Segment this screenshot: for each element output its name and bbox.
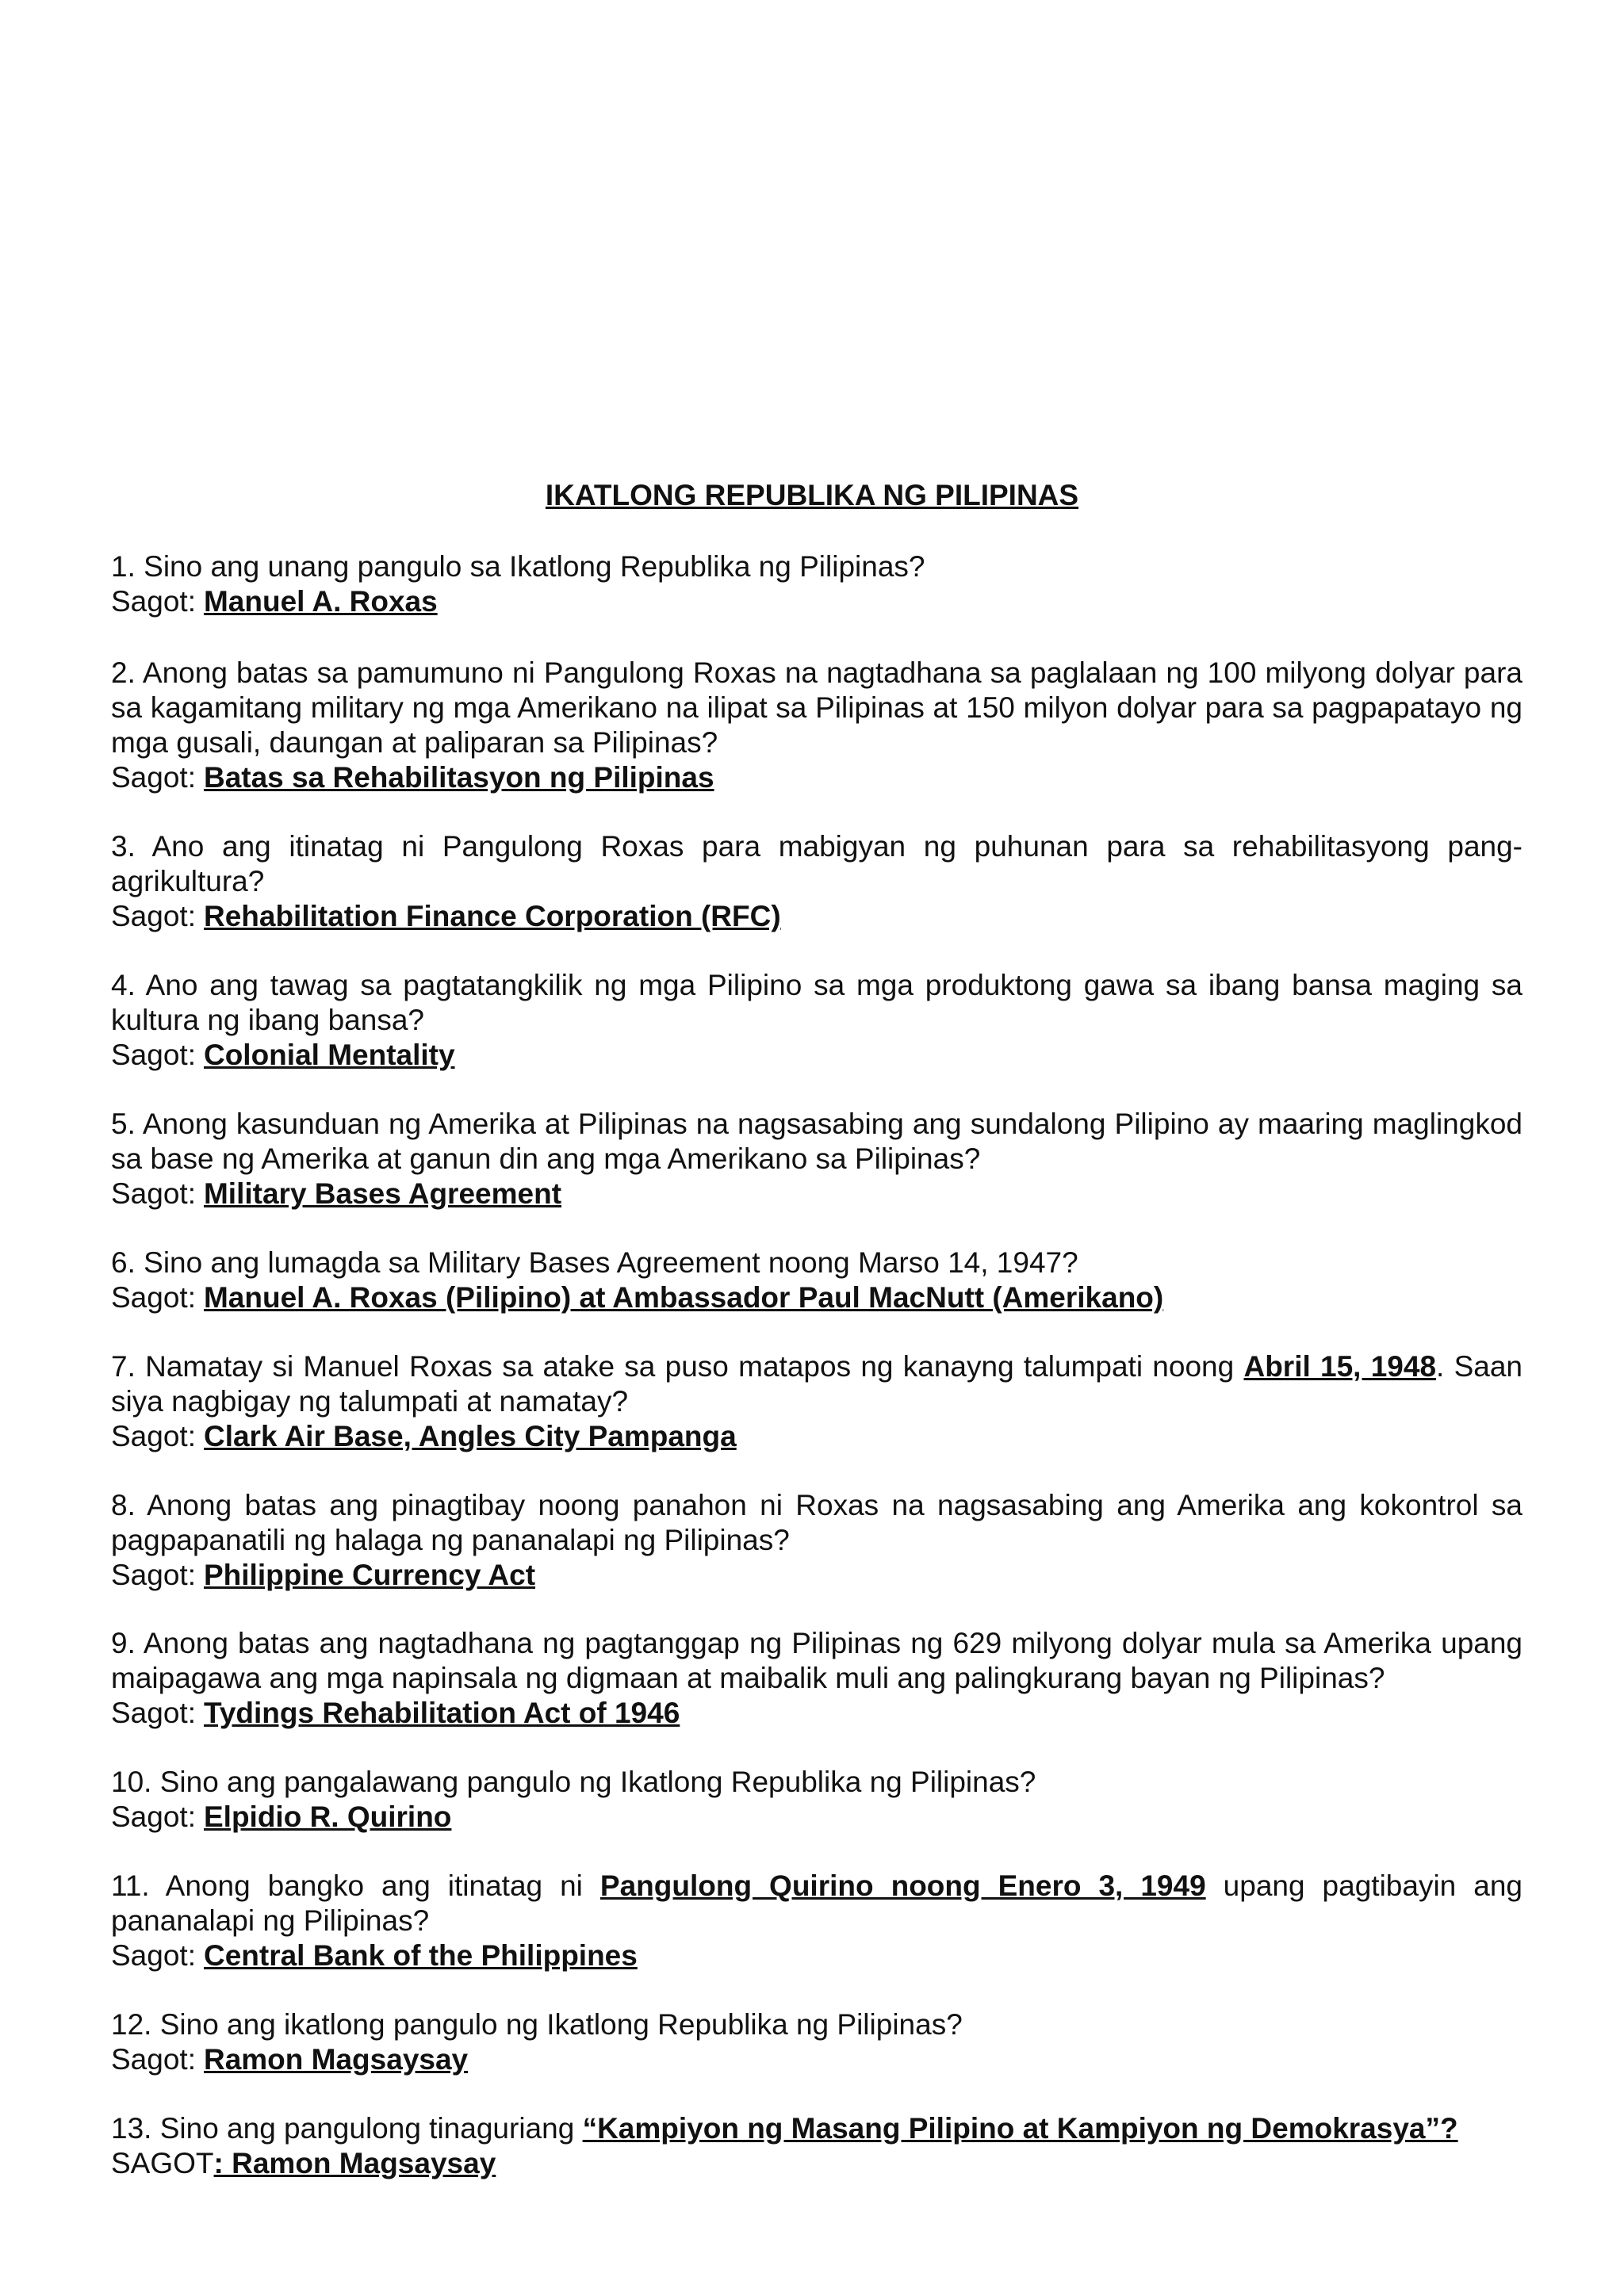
question-text: 3. Ano ang itinatag ni Pangulong Roxas para mabigyan ng puhunan para sa rehabilitasyong pang-agrikultura? (111, 830, 1522, 897)
qa-item-8 (111, 1488, 1522, 1593)
question-highlight: Abril 15, 1948 (1243, 1350, 1437, 1383)
question-highlight: “Kampiyon ng Masang Pilipino at Kampiyon ng Demokrasya”? (582, 2112, 1458, 2145)
question-text (111, 1349, 1522, 1419)
qa-item-6 (111, 1246, 1522, 1315)
answer-text: Central Bank of the Philippines (203, 1939, 638, 1972)
question-text: 2. Anong batas sa pamumuno ni Pangulong Roxas na nagtadhana sa paglalaan ng 100 milyong dolyar para sa kagamitang military ng mga Amerikano na ilipat sa Pilipinas at 150 milyon dolyar para sa pagpapatayo ng mga gusali, daungan at paliparan sa Pilipinas? (111, 656, 1522, 759)
qa-item-1 (111, 549, 1522, 619)
page-title: IKATLONG REPUBLIKA NG PILIPINAS (545, 479, 1079, 511)
answer-line (111, 1938, 1522, 1973)
answer-line (111, 1177, 1522, 1211)
question-text: 6. Sino ang lumagda sa Military Bases Agreement noong Marso 14, 1947? (111, 1246, 1078, 1279)
answer-line (111, 1038, 1522, 1073)
answer-text: Ramon Magsaysay (203, 2043, 469, 2076)
answer-text: Elpidio R. Quirino (203, 1800, 452, 1833)
qa-item-9 (111, 1626, 1522, 1731)
question-text: 8. Anong batas ang pinagtibay noong panahon ni Roxas na nagsasabing ang Amerika ang kokontrol sa pagpapanatili ng halaga ng pananalapi ng Pilipinas? (111, 1489, 1522, 1556)
qa-item-10 (111, 1765, 1522, 1835)
answer-line (111, 1280, 1522, 1315)
answer-prefix: Sagot: (111, 1697, 196, 1729)
qa-item-11 (111, 1869, 1522, 1973)
answer-line (111, 2146, 1522, 2181)
qa-item-3 (111, 829, 1522, 934)
answer-line (111, 760, 1522, 795)
question-text (111, 2111, 1522, 2146)
answer-prefix: Sagot: (111, 761, 196, 794)
answer-prefix: Sagot: (111, 585, 196, 618)
qa-item-12 (111, 2007, 1522, 2077)
answer-line (111, 1419, 1522, 1454)
question-text-part: upang pagtibayin ang pananalapi ng Pilipinas? (111, 1869, 1522, 1937)
question-text: 10. Sino ang pangalawang pangulo ng Ikatlong Republika ng Pilipinas? (111, 1766, 1036, 1798)
answer-text: Tydings Rehabilitation Act of 1946 (203, 1697, 680, 1729)
answer-prefix: Sagot: (111, 1039, 196, 1071)
question-text: 1. Sino ang unang pangulo sa Ikatlong Republika ng Pilipinas? (111, 550, 925, 583)
question-text: 4. Ano ang tawag sa pagtatangkilik ng mga Pilipino sa mga produktong gawa sa ibang bansa maging sa kultura ng ibang bansa? (111, 969, 1522, 1036)
answer-text: Manuel A. Roxas (Pilipino) at Ambassador Paul MacNutt (Amerikano) (203, 1281, 1164, 1314)
qa-item-13 (111, 2111, 1522, 2181)
answer-text: Colonial Mentality (203, 1039, 455, 1071)
qa-item-2 (111, 656, 1522, 795)
qa-item-7 (111, 1349, 1522, 1454)
answer-prefix: Sagot: (111, 1281, 196, 1314)
answer-line (111, 1696, 1522, 1731)
answer-line (111, 2042, 1522, 2077)
question-text: 9. Anong batas ang nagtadhana ng pagtanggap ng Pilipinas ng 629 milyong dolyar mula sa Amerika upang maipagawa ang mga napinsala ng digmaan at maibalik muli ang palingkurang bayan ng Pilipinas? (111, 1627, 1522, 1694)
answer-text: Clark Air Base, Angles City Pampanga (203, 1420, 737, 1452)
question-text: 5. Anong kasunduan ng Amerika at Pilipinas na nagsasabing ang sundalong Pilipino ay maaring maglingkod sa base ng Amerika at ganun din ang mga Amerikano sa Pilipinas? (111, 1108, 1522, 1175)
question-text-part: 13. Sino ang pangulong tinaguriang (111, 2112, 583, 2145)
answer-line (111, 1800, 1522, 1835)
answer-text: Rehabilitation Finance Corporation (RFC) (203, 900, 781, 932)
question-text (111, 1869, 1522, 1938)
answer-line (111, 899, 1522, 934)
answer-text: Batas sa Rehabilitasyon ng Pilipinas (203, 761, 714, 794)
qa-item-5 (111, 1107, 1522, 1211)
question-text-part: 11. Anong bangko ang itinatag ni (111, 1869, 600, 1902)
answer-prefix: Sagot: (111, 1420, 196, 1452)
answer-line (111, 1558, 1522, 1593)
answer-prefix: Sagot: (111, 1939, 196, 1972)
answer-text: Military Bases Agreement (203, 1177, 562, 1210)
question-text: 12. Sino ang ikatlong pangulo ng Ikatlong Republika ng Pilipinas? (111, 2008, 963, 2041)
question-text-part: . Saan siya nagbigay ng talumpati at namatay? (111, 1350, 1522, 1418)
answer-prefix: SAGOT (111, 2147, 214, 2179)
answer-prefix: Sagot: (111, 2043, 196, 2076)
answer-prefix: Sagot: (111, 900, 196, 932)
answer-prefix: Sagot: (111, 1800, 196, 1833)
answer-prefix: Sagot: (111, 1559, 196, 1591)
answer-prefix: Sagot: (111, 1177, 196, 1210)
question-highlight: Pangulong Quirino noong Enero 3, 1949 (599, 1869, 1206, 1902)
answer-line (111, 584, 1522, 619)
answer-text: : Ramon Magsaysay (213, 2147, 496, 2179)
answer-text: Manuel A. Roxas (203, 585, 438, 618)
answer-text: Philippine Currency Act (203, 1559, 536, 1591)
question-text-part: 7. Namatay si Manuel Roxas sa atake sa puso matapos ng kanayng talumpati noong (111, 1350, 1244, 1383)
qa-item-4 (111, 968, 1522, 1073)
